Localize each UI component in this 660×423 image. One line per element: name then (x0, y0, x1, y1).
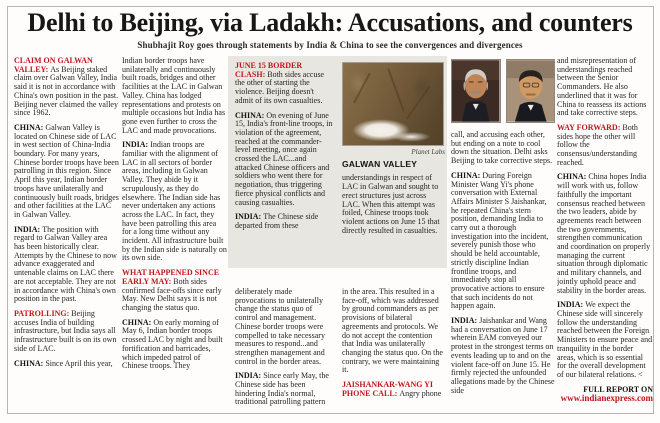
article-paragraph: INDIA: Indian troops are familiar with the alignment of LAC in all sectors of border areas, including in Galwan Valley. They abide by it scrupulously, as they do elsewhere. The Indian side has never undertaken any actions across the LAC. In fact, they have been patrolling this area for a long time without any incident. All infrastructure built by the Indian side is naturally on its own side. (122, 140, 227, 263)
article-subtitle: Shubhajit Roy goes through statements by India & China to see the convergences and divergences (137, 40, 523, 50)
terrain-ridge (353, 73, 371, 104)
article-paragraph: CHINA: Since April this year, (14, 358, 113, 368)
column-text (451, 131, 555, 395)
country-label: CHINA: (14, 358, 46, 368)
photo-credit: Planet Labs (411, 148, 445, 156)
country-label: CHINA: (235, 110, 267, 120)
website-url: www.indianexpress.com (560, 393, 653, 404)
article-column-4-bottom (342, 288, 445, 412)
country-label: INDIA: (235, 212, 264, 222)
column-text (557, 57, 653, 380)
country-label: CHINA: (451, 170, 483, 180)
full-report-label: FULL REPORT ON (583, 384, 653, 394)
section-header: CLAIM ON GALWAN VALLEY: (14, 57, 93, 74)
country-label: CHINA: (14, 122, 46, 132)
article-paragraph: CLAIM ON GALWAN VALLEY: As Beijing staked claim over Galwan Valley, India said it is not in accordance with China's own position in the past. Beijing never claimed the valley since 1962. (14, 57, 119, 118)
article-paragraph: CHINA: During Foreign Minister Wang Yi's phone conversation with External Affairs Minister S Jaishankar, he repeated China's stern position, demanding India to carry out a thorough investigation into the incident, severely punish those who should be held accountable, strictly discipline Indian frontline troops, and immediately stop all provocative actions to ensure that such incidents do not happen again. (451, 170, 549, 311)
photo-caption: GALWAN VALLEY (342, 158, 418, 169)
article-paragraph: understandings in respect of LAC in Galwan and sought to erect structures just across LAC. When this attempt was foiled, Chinese troops took violent actions on June 15 that directly resulted in casualties. (342, 173, 440, 235)
article-paragraph: INDIA: The Chinese side departed from these (235, 212, 319, 230)
article-column-3-top (235, 62, 334, 262)
country-label: INDIA: (451, 316, 480, 326)
column-text (235, 288, 335, 407)
article-paragraph: JAISHANKAR-WANG YI PHONE CALL: Angry phone (342, 380, 442, 398)
article-paragraph: INDIA: Jaishankar and Wang had a conversation on June 17 wherein EAM conveyed our protest in the strongest terms on events leading up to and on the violent face-off on June 15. He firmly rejected the unfounded allegations made by the Chinese side (451, 316, 555, 395)
article-paragraph: CHINA: Galwan Valley is located on Chinese side of LAC in west section of China-India boundary. For many years, Chinese border troops have been patrolling in this region. Since April this year, Indian border troops have unilaterally and continuously built roads, bridges and other facilities at the LAC in Galwan Valley. (14, 122, 119, 219)
country-label: CHINA: (122, 317, 154, 327)
article-paragraph: call, and accusing each other, but ending on a note to cool down the situation. Delhi asks Beijing to take corrective steps. (451, 130, 553, 166)
article-paragraph: Indian border troops have unilaterally and continuously built roads, bridges and other facilities at the LAC in Galwan Valley. China has lodged representations and protests on multiple occasions but India has gone even further to cross the LAC and made provocations. (122, 57, 226, 135)
article-title: Delhi to Beijing, via Ladakh: Accusations, and counters (27, 8, 633, 37)
wang-yi-portrait-photo (506, 59, 556, 123)
article-paragraph: WHAT HAPPENED SINCE EARLY MAY: Both sides confirmed face-offs since early May. New Delhi says it is not changing the status quo. (122, 268, 222, 312)
article-column-4-top (342, 62, 445, 264)
column-text (342, 174, 445, 235)
masthead (20, 9, 640, 50)
section-header: JAISHANKAR-WANG YI PHONE CALL: (342, 380, 434, 398)
article-column-1 (14, 57, 119, 413)
terrain-ridge (406, 86, 431, 120)
article-paragraph: in the area. This resulted in a face-off, which was addressed by ground commanders as per provisions of bilateral agreements and protocols. We do not accept the contention that India was unilaterally changing the status quo. On the contrary, we were maintaining it. (342, 288, 443, 375)
article-paragraph: and misrepresentation of understandings reached between the Senior Commanders. He also underlined that it was for China to reassess its actions and take corrective steps. (557, 57, 647, 118)
article-paragraph: JUNE 15 BORDER CLASH: Both sides accuse the other of starting the violence. Beijing doesn't admit of its own casualties. (235, 62, 325, 105)
article-footer (557, 386, 653, 403)
article-paragraph: CHINA: On evening of June 15, India's front-line troops, in violation of the agreement, reached at the commander-level meeting, once again crossed the LAC...and attacked Chinese officers and soldiers who went there for negotiation, thus triggering fierce physical conflicts and causing casualties. (235, 110, 333, 207)
terrain-ridge (387, 68, 405, 112)
column-text (14, 57, 119, 368)
article-paragraph: CHINA: On early morning of May 6, Indian border troops crossed LAC by night and built fortification and barricades, which impeded patrol of Chinese troops. They (122, 317, 223, 371)
country-label: INDIA: (14, 224, 43, 234)
article-paragraph: PATROLLING: Beijing accuses India of building infrastructure, but India says all infrastructure built is on its own side of LAC. (14, 308, 117, 353)
ministers-portraits (451, 59, 555, 123)
country-label: INDIA: (557, 300, 586, 310)
country-label: INDIA: (235, 371, 264, 381)
article-paragraph: deliberately made provocations to unilaterally change the status quo of control and management. Chinese border troops were compelled to take necessary measures to respond...and strengthen management and control in the border areas. (235, 288, 325, 366)
article-paragraph: CHINA: China hopes India will work with us, follow faithfully the important consensus reached between the two leaders, abide by agreements reach between the two governments, strengthen communication and coordination on properly managing the current situation through diplomatic and military channels, and jointly uphold peace and stability in the border areas. (557, 172, 651, 295)
article-column-3-bottom (235, 288, 335, 412)
section-header: PATROLLING: (14, 308, 72, 318)
country-label: INDIA: (122, 140, 151, 150)
article-paragraph: INDIA: We expect the Chinese side will sincerely follow the understanding reached between the Foreign Ministers to ensure peace and tranquility in the border areas, which is so essential for the overall development of our bilateral relations. < (557, 300, 653, 379)
article-paragraph: INDIA: The position with regard to Galwan Valley area has been historically clear. Attempts by the Chinese to now advance exaggerated and untenable claims on LAC there are not acceptable. They are not in accordance with China's own position in the past. (14, 224, 117, 304)
column-text (122, 57, 227, 371)
section-header: WHAT HAPPENED SINCE EARLY MAY: (122, 268, 220, 286)
section-header: JUNE 15 BORDER CLASH: (235, 62, 303, 79)
column-text (235, 62, 334, 231)
column-text (342, 288, 445, 398)
galwan-valley-satellite-photo (342, 62, 444, 146)
article-column-6 (557, 57, 653, 413)
country-label: CHINA: (557, 172, 589, 182)
section-header: WAY FORWARD: (557, 122, 623, 132)
jaishankar-portrait-photo (451, 59, 501, 123)
article-paragraph: WAY FORWARD: Both sides hope the other will follow the consensus/understanding reached. (557, 122, 638, 167)
article-paragraph: INDIA: Since early May, the Chinese side has been hindering India's normal, traditional patrolling pattern (235, 371, 329, 407)
article-column-5 (451, 59, 555, 413)
article-column-2 (122, 57, 227, 413)
